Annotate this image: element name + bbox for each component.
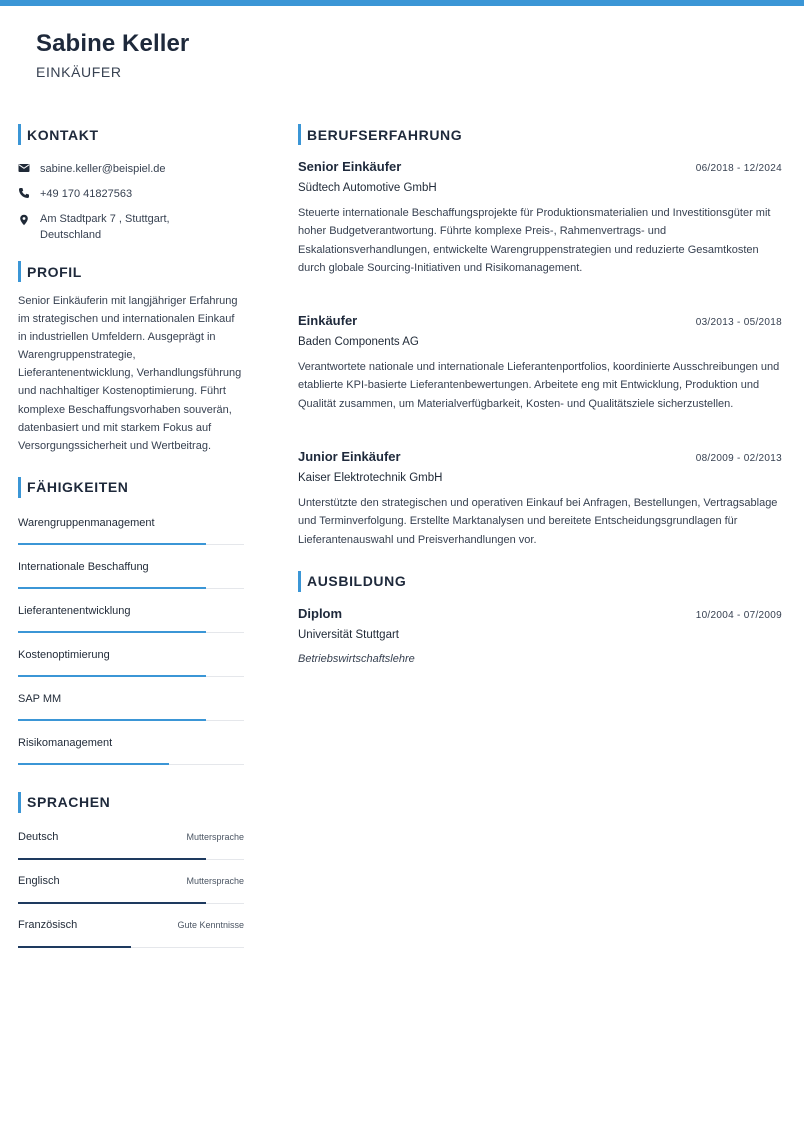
job-entry (298, 159, 782, 277)
skill-bar-fill (18, 763, 169, 765)
language-bar-track (18, 947, 244, 948)
job-role: Senior Einkäufer (298, 159, 402, 174)
education-degree: Diplom (298, 605, 343, 621)
top-accent-bar (0, 0, 804, 6)
language-bar-fill (18, 858, 206, 860)
phone-icon (18, 187, 32, 201)
language-label: Englisch (18, 874, 60, 887)
skill-bar-track (18, 588, 244, 589)
job-description: Verantwortete nationale und internationale Lieferantenportfolios, koordinierte Ausschreibungen und etablierte KPI-basierte Lieferantenbewertungen. Arbeitete eng mit Entwicklung, Produktion und Qualität zusammen, um Materialverfügbarkeit, Kosten- und Qualitätsziele sicherzustellen. (298, 361, 780, 410)
skill-label: Kostenoptimierung (18, 648, 110, 661)
skill-bar-track (18, 764, 244, 765)
job-role: Einkäufer (298, 313, 358, 329)
email-text[interactable]: sabine.keller@beispiel.de (40, 163, 166, 175)
languages-heading: SPRACHEN (18, 792, 244, 813)
skill-bar-fill (18, 631, 206, 633)
job-entry (298, 449, 782, 549)
skill-bar-fill (18, 587, 206, 589)
skill-label: Risikomanagement (18, 736, 113, 749)
skill-label: Warengruppenmanagement (18, 516, 155, 529)
address-line-2: Deutschland (40, 229, 102, 241)
job-description: Steuerte internationale Beschaffungsprojekte für Produktionsmaterialien und Investitionsgüter mit hoher Budgetverantwortung. Führte komplexe Preis-, Rahmenvertrags- und Eskalationsverhandlungen, entwickelte Warengruppenstrategien und reduzierte Gesamtkosten durch globale Sourcing-Initiativen und Risikomanagement. (298, 207, 771, 274)
education-school: Universität Stuttgart (298, 628, 399, 641)
language-level: Muttersprache (186, 875, 244, 886)
skill-item (18, 510, 244, 554)
job-company: Kaiser Elektrotechnik GmbH (298, 472, 443, 485)
skill-bar-fill (18, 719, 206, 721)
resume-header (36, 30, 189, 80)
job-date: 06/2018 - 12/2024 (695, 163, 782, 174)
language-bar-track (18, 903, 244, 904)
job-description: Unterstützte den strategischen und operativen Einkauf bei Anfragen, Bestellungen, Vertragsablage und Terminverfolgung. Erstellte Marktanalysen und bereitete Entscheidungsgrundlagen für Lieferantenauswahl und Preisverhandlungen vor. (298, 497, 778, 546)
contact-list (18, 161, 244, 243)
language-bar-fill (18, 946, 131, 948)
job-title: EINKÄUFER (36, 64, 122, 80)
right-column (298, 124, 782, 665)
envelope-icon (18, 162, 32, 176)
languages-list (18, 825, 244, 957)
language-item (18, 825, 244, 869)
skill-label: Internationale Beschaffung (18, 560, 149, 573)
skill-label: SAP MM (18, 692, 62, 705)
language-level: Gute Kenntnisse (177, 919, 244, 930)
skills-list (18, 510, 244, 774)
skill-item (18, 598, 244, 642)
address-line-1: Am Stadtpark 7 , Stuttgart, (40, 213, 170, 225)
address-text (40, 211, 170, 243)
language-item (18, 869, 244, 913)
skill-label: Lieferantenentwicklung (18, 604, 131, 617)
skill-bar-track (18, 720, 244, 721)
skill-item (18, 642, 244, 686)
language-bar-track (18, 859, 244, 860)
skill-bar-track (18, 544, 244, 545)
experience-heading: BERUFSERFAHRUNG (298, 124, 782, 145)
contact-address (18, 211, 244, 243)
language-label: Deutsch (18, 830, 59, 843)
job-company: Baden Components AG (298, 336, 419, 349)
profile-text: Senior Einkäuferin mit langjähriger Erfahrung im strategischen und internationalen Einkauf in industriellen Umfeldern. Ausgeprägt in Warengruppenstrategie, Lieferantenentwicklung, Verhandlungsführung und nachhaltiger Kostenoptimierung. Führt komplexe Beschaffungsvorhaben souverän, datenbasiert und mit starkem Fokus auf Versorgungssicherheit und Wertbeitrag. (18, 295, 242, 452)
job-entry (298, 313, 782, 413)
language-bar-fill (18, 902, 206, 904)
education-date: 10/2004 - 07/2009 (695, 609, 782, 621)
skill-item (18, 554, 244, 598)
person-name: Sabine Keller (36, 30, 190, 57)
skill-bar-track (18, 676, 244, 677)
skill-bar-track (18, 632, 244, 633)
job-date: 03/2013 - 05/2018 (695, 317, 782, 329)
language-item (18, 913, 244, 957)
profile-heading: PROFIL (18, 261, 244, 282)
education-field: Betriebswirtschaftslehre (298, 652, 415, 665)
skill-item (18, 730, 244, 774)
left-column (18, 124, 244, 957)
education-heading: AUSBILDUNG (298, 571, 782, 592)
skill-bar-fill (18, 675, 206, 677)
education-entry (298, 606, 782, 665)
job-company: Südtech Automotive GmbH (298, 182, 437, 194)
job-date: 08/2009 - 02/2013 (695, 453, 782, 465)
skills-heading: FÄHIGKEITEN (18, 477, 244, 498)
contact-email (18, 161, 244, 177)
skill-item (18, 686, 244, 730)
skill-bar-fill (18, 543, 206, 545)
map-pin-icon (18, 214, 32, 228)
job-role: Junior Einkäufer (298, 449, 401, 465)
language-label: Französisch (18, 918, 78, 931)
contact-phone (18, 186, 244, 202)
phone-text[interactable]: +49 170 41827563 (40, 188, 133, 200)
contact-heading: KONTAKT (18, 124, 244, 145)
language-level: Muttersprache (186, 831, 244, 842)
